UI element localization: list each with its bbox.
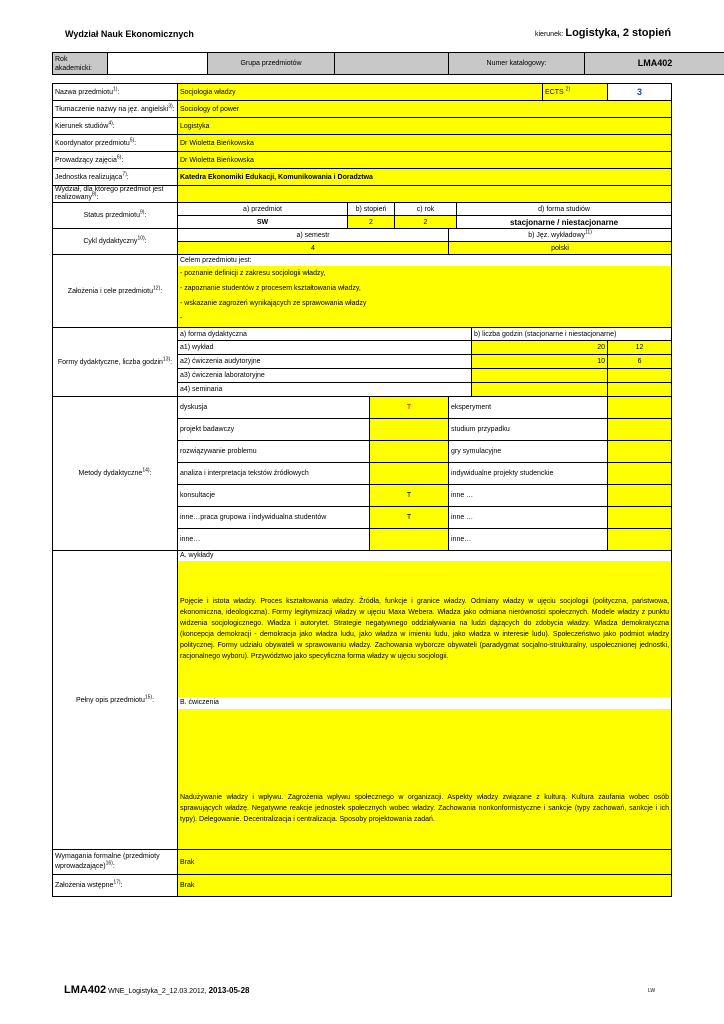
requirements-value[interactable]: Brak bbox=[178, 850, 672, 875]
row-coordinator bbox=[53, 135, 672, 152]
method-right: studium przypadku bbox=[449, 419, 608, 441]
description-b-text: Nadużywanie władzy i wpływu. Zagrożenia wpływu społecznego w organizacji. Aspekty władzy związane z kulturą. Kultura zaufania wobec osób sprawujących władzę. Negatywne reakcje jednostek społecznych wobec władzy. Zachowania nonkonformistyczne i sankcje (typy zachowań, sankcje i ich typy). Delegowanie. Decentralizacja i centralizacja. Sposoby projektowania zadań. bbox=[180, 794, 670, 823]
forms-item-stat[interactable] bbox=[472, 369, 608, 383]
description-value[interactable] bbox=[178, 551, 672, 850]
status-v-c[interactable]: 2 bbox=[395, 216, 457, 229]
description-b-title: B. ćwiczenia bbox=[180, 699, 219, 706]
goals-value[interactable] bbox=[178, 255, 672, 328]
description-a-text: Pojęcie i istota władzy. Proces kształtowania władzy. Źródła, funkcje i granice władzy. Odmiany władzy w ujęciu socjologii (polityczna, państwowa, ekonomiczna, ideologiczna). Formy legitymizacji władzy w ujęciu Maxa Webera. Władza jako odmiana nierówności społecznych. Modele władzy z punktu widzenia socjologicznego. Władza i autorytet. Strategie negatywnego oddziaływania na ludzi dążących do zdobycia władzy. Władza demokratyczna (koncepcja demokracji - demokracja jako władza ludu, jako władza w imieniu ludu, jako władza w interesie ludu). Społeczeństwo jako podmiot władzy politycznej. Formy udziału obywateli w sprawowaniu władzy. Zachowania wyborcze obywateli (paradygmat socjalno-strukturalny, uspołecznionej jednostki, racjonalnego wyboru). Przywództwo jako specyficzna forma władzy w ujęciu socjologii. bbox=[180, 598, 670, 660]
method-right-mark[interactable] bbox=[608, 419, 672, 441]
faculty-value[interactable] bbox=[178, 186, 672, 203]
name-value[interactable]: Socjologia władzy bbox=[178, 84, 543, 101]
footer bbox=[64, 984, 249, 996]
method-left-mark[interactable]: T bbox=[370, 397, 449, 419]
forms-h-a: a) forma dydaktyczna bbox=[178, 328, 472, 341]
row-forms-header bbox=[53, 328, 672, 341]
method-right: indywidualne projekty studenckie bbox=[449, 463, 608, 485]
method-left: rozwiązywanie problemu bbox=[178, 441, 370, 463]
forms-item-niestat[interactable] bbox=[608, 369, 672, 383]
forms-item-name: a1) wykład bbox=[178, 341, 472, 355]
footer-initials: LW bbox=[648, 988, 656, 994]
row-prerequisites bbox=[53, 875, 672, 897]
status-v-d[interactable]: stacjonarne / niestacjonarne bbox=[457, 216, 672, 229]
top-bar-table bbox=[52, 52, 724, 75]
goals-line: Celem przedmiotu jest: bbox=[180, 257, 252, 264]
method-left-mark[interactable]: T bbox=[370, 485, 449, 507]
forms-label: Formy dydaktyczne, liczba godzin$^{13)}$: bbox=[53, 328, 178, 397]
method-right-mark[interactable] bbox=[608, 507, 672, 529]
method-left-mark[interactable] bbox=[370, 463, 449, 485]
unit-value[interactable]: Katedra Ekonomiki Edukacji, Komunikowania i Doradztwa bbox=[178, 169, 672, 186]
unit-label: Jednostka realizująca$^{7)}$: bbox=[53, 169, 178, 186]
forms-h-b: b) liczba godzin (stacjonarne i niestacjonarne) bbox=[472, 328, 672, 341]
method-right-mark[interactable] bbox=[608, 441, 672, 463]
forms-item-name: a4) seminaria bbox=[178, 383, 472, 397]
ects-value[interactable]: 3 bbox=[608, 84, 672, 101]
description-b-box bbox=[178, 709, 671, 849]
lecturer-value[interactable]: Dr Wioletta Bieńkowska bbox=[178, 152, 672, 169]
status-h-c: c) rok bbox=[395, 203, 457, 216]
academic-year-value[interactable] bbox=[108, 53, 208, 75]
cycle-h-a: a) semestr bbox=[178, 229, 449, 242]
forms-item-niestat[interactable]: 12 bbox=[608, 341, 672, 355]
forms-item-niestat[interactable]: 6 bbox=[608, 355, 672, 369]
catalog-number-value: LMA402 bbox=[585, 53, 724, 75]
catalog-number-label: Numer katalogowy: bbox=[449, 53, 585, 75]
forms-item-stat[interactable]: 20 bbox=[472, 341, 608, 355]
status-label: Status przedmiotu$^{9)}$: bbox=[53, 203, 178, 229]
faculty-label: Wydział, dla którego przedmiot jest realizowany$^{8)}$: bbox=[53, 186, 178, 203]
forms-item-stat[interactable]: 10 bbox=[472, 355, 608, 369]
method-right: inne … bbox=[449, 485, 608, 507]
method-left: inne… bbox=[178, 529, 370, 551]
method-left: konsultacje bbox=[178, 485, 370, 507]
prerequisites-label: Założenia wstępne$^{17)}$: bbox=[53, 875, 178, 897]
cycle-label: Cykl dydaktyczny$^{10)}$: bbox=[53, 229, 178, 255]
translation-label: Tłumaczenie nazwy na jęz. angielski$^{3)}$: bbox=[53, 101, 178, 118]
method-right: inne … bbox=[449, 507, 608, 529]
method-right: eksperyment bbox=[449, 397, 608, 419]
subject-group-value[interactable] bbox=[335, 53, 449, 75]
footer-file: WNE_Logistyka_2_12.03.2012, bbox=[108, 988, 207, 995]
method-left: analiza i interpretacja tekstów źródłowych bbox=[178, 463, 370, 485]
method-left-mark[interactable] bbox=[370, 529, 449, 551]
footer-date: 2013-05-28 bbox=[208, 986, 250, 995]
syllabus-table bbox=[52, 83, 672, 897]
translation-value[interactable]: Sociology of power bbox=[178, 101, 672, 118]
coordinator-value[interactable]: Dr Wioletta Bieńkowska bbox=[178, 135, 672, 152]
row-goals bbox=[53, 255, 672, 328]
status-h-a: a) przedmiot bbox=[178, 203, 348, 216]
goals-line: - bbox=[178, 311, 671, 327]
goals-line: - wskazanie zagrożeń wynikających ze sprawowania władzy bbox=[178, 296, 671, 311]
status-v-b[interactable]: 2 bbox=[348, 216, 395, 229]
row-requirements bbox=[53, 850, 672, 875]
description-a-title: A. wykłady bbox=[180, 552, 214, 559]
method-right: gry symulacyjne bbox=[449, 441, 608, 463]
faculty-header: Wydział Nauk Ekonomicznych bbox=[65, 29, 194, 39]
status-v-a[interactable]: SW bbox=[178, 216, 348, 229]
forms-item-niestat[interactable] bbox=[608, 383, 672, 397]
row-translation bbox=[53, 101, 672, 118]
direction-header-value: Logistyka, 2 stopień bbox=[565, 27, 672, 39]
academic-year-label: Rok akademicki: bbox=[53, 53, 108, 75]
method-right-mark[interactable] bbox=[608, 529, 672, 551]
method-left-mark[interactable] bbox=[370, 419, 449, 441]
goals-label: Założenia i cele przedmiotu$^{12)}$: bbox=[53, 255, 178, 328]
name-label: Nazwa przedmiotu$^{1)}$: bbox=[53, 84, 178, 101]
subject-group-label: Grupa przedmiotów bbox=[208, 53, 335, 75]
methods-label: Metody dydaktyczne$^{14)}$: bbox=[53, 397, 178, 551]
method-left-mark[interactable] bbox=[370, 441, 449, 463]
goals-line: - zapoznanie studentów z procesem kształtowania władzy, bbox=[178, 281, 671, 296]
cycle-h-b: b) Jęz. wykładowy$^{11)}$ bbox=[449, 229, 672, 242]
description-a-box bbox=[178, 561, 671, 697]
description-label: Pełny opis przedmiotu$^{15)}$: bbox=[53, 551, 178, 850]
method-left: dyskusja bbox=[178, 397, 370, 419]
direction-value[interactable]: Logistyka bbox=[178, 118, 672, 135]
ects-label: ECTS $^{2)}$ bbox=[543, 84, 608, 101]
direction-label: Kierunek studiów$^{4)}$: bbox=[53, 118, 178, 135]
row-lecturer bbox=[53, 152, 672, 169]
direction-header bbox=[535, 27, 671, 39]
lecturer-label: Prowadzący zajęcia$^{6)}$: bbox=[53, 152, 178, 169]
method-left-mark[interactable]: T bbox=[370, 507, 449, 529]
requirements-label: Wymagania formalne (przedmioty wprowadzające)$^{16)}$: bbox=[53, 850, 178, 875]
method-right-mark[interactable] bbox=[608, 463, 672, 485]
status-h-d: d) forma studiów bbox=[457, 203, 672, 216]
forms-item-stat[interactable] bbox=[472, 383, 608, 397]
row-name bbox=[53, 84, 672, 101]
cycle-v-a[interactable]: 4 bbox=[178, 242, 449, 255]
row-cycle-header bbox=[53, 229, 672, 242]
row-method bbox=[53, 397, 672, 419]
goals-line: - poznanie definicji z zakresu socjologii władzy, bbox=[178, 266, 671, 281]
cycle-v-b[interactable]: polski bbox=[449, 242, 672, 255]
method-left: projekt badawczy bbox=[178, 419, 370, 441]
status-h-b: b) stopień bbox=[348, 203, 395, 216]
row-faculty bbox=[53, 186, 672, 203]
method-left: inne…praca grupowa i indywidualna studentów bbox=[178, 507, 370, 529]
method-right: inne… bbox=[449, 529, 608, 551]
method-right-mark[interactable] bbox=[608, 485, 672, 507]
direction-header-label: kierunek: bbox=[535, 31, 564, 38]
method-right-mark[interactable] bbox=[608, 397, 672, 419]
forms-item-name: a2) ćwiczenia audytoryjne bbox=[178, 355, 472, 369]
forms-item-name: a3) ćwiczenia laboratoryjne bbox=[178, 369, 472, 383]
row-unit bbox=[53, 169, 672, 186]
row-direction bbox=[53, 118, 672, 135]
row-description bbox=[53, 551, 672, 850]
footer-code: LMA402 bbox=[64, 984, 107, 996]
prerequisites-value[interactable]: Brak bbox=[178, 875, 672, 897]
row-status-header bbox=[53, 203, 672, 216]
coordinator-label: Koordynator przedmiotu$^{5)}$: bbox=[53, 135, 178, 152]
